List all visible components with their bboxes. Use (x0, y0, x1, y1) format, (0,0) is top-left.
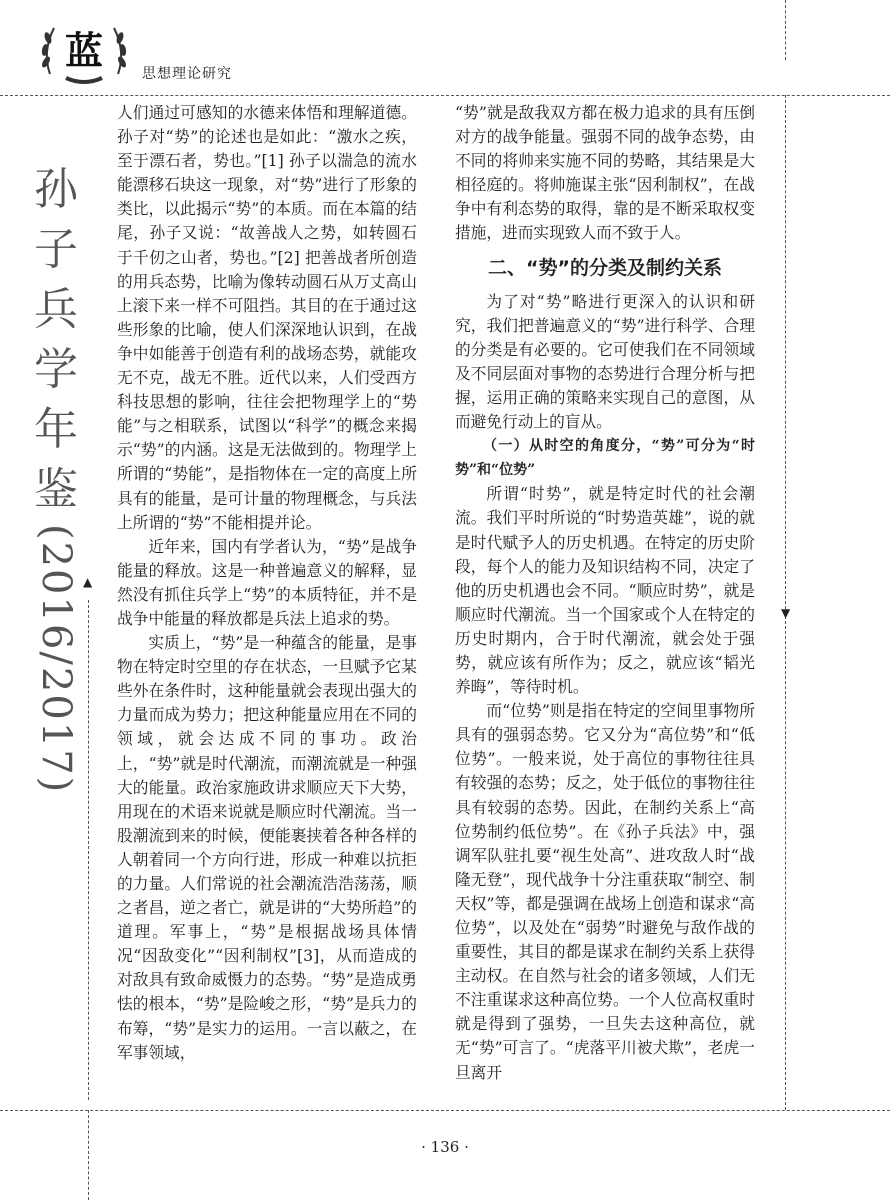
paragraph: 所谓“时势”，就是特定时代的社会潮流。我们平时所说的“时势造英雄”，说的就是时代赋予人的历史机遇。在特定的历史阶段，每个人的能力及知识结构不同，决定了他的历史机遇也会不同。“顺应时势”，就是顺应时代潮流。当一个国家或个人在特定的历史时期内，合于时代潮流，就会处于强势，就应该有所作为；反之，就应该“韬光养晦”，等待时机。 (455, 484, 755, 697)
side-title-char: 鉴 (34, 464, 78, 515)
side-title-char: 子 (34, 224, 78, 275)
header-divider (0, 95, 890, 96)
side-title-char: 年 (34, 404, 78, 455)
side-title-char: 孙 (34, 164, 78, 215)
up-arrow-icon: ▲ (83, 575, 93, 589)
section-heading: 二、“势”的分类及制约关系 (488, 256, 722, 279)
section-label: 思想理论研究 (142, 66, 232, 82)
footer-divider (0, 1110, 890, 1111)
side-title-chars (22, 160, 90, 520)
logo-glyph: 蓝 (64, 29, 104, 73)
right-margin-guide (785, 95, 786, 1110)
side-title-char: 学 (34, 344, 78, 395)
right-margin-guide-top (785, 0, 786, 60)
paragraph: 为了对“势”略进行更深入的认识和研究，我们把普遍意义的“势”进行科学、合理的分类是有必要的。它可使我们在不同领域及不同层面对事物的态势进行合理分析与把握，运用正确的策略来实现自己的意图，从而避免行动上的盲从。 (455, 291, 755, 432)
side-title (22, 160, 93, 795)
subsection-heading: （一）从时空的角度分，“势”可分为“时势”和“位势” (455, 438, 755, 479)
page-number: · 136 · (421, 1138, 469, 1156)
paragraph: 近年来，国内有学者认为，“势”是战争能量的释放。这是一种普遍意义的解释，显然没有抓住兵学上“势”的本质特征，并不是战争中能量的释放都是兵法上追求的势。 (117, 536, 417, 628)
down-arrow-icon: ▼ (781, 606, 791, 620)
paragraph: 人们通过可感知的水德来体悟和理解道德。孙子对“势”的论述也是如此：“激水之疾，至于漂石者，势也。”[1] 孙子以湍急的流水能漂移石块这一现象，对“势”进行了形象的类比，以此揭示“势”的本质。而在本篇的结尾，孙子又说：“故善战人之势，如转圆石于千仞之山者，势也。”[2] 把善战者所创造的用兵态势，比喻为像转动圆石从万丈高山上滚下来一样不可阻挡。其目的在于通过这些形象的比喻，使人们深深地认识到，在战争中如能善于创造有利的战场态势，就能攻无不克，战无不胜。近代以来，人们受西方科技思想的影响，往往会把物理学上的“势能”与之相联系，试图以“科学”的概念来揭示“势”的内涵。这是无法做到的。物理学上所谓的“势能”，是指物体在一定的高度上所具有的能量，是可计量的物理概念，与兵法上所谓的“势”不能相提并论。 (117, 103, 417, 532)
side-title-char: 兵 (34, 284, 78, 335)
paragraph: “势”就是敌我双方都在极力追求的具有压倒对方的战争能量。强弱不同的战争态势，由不同的将帅来实施不同的势略，其结果是大相径庭的。将帅施谋主张“因利制权”，在战争中有利态势的取得，靠的是不断采取权变措施，进而实现致人而不致于人。 (455, 103, 755, 243)
side-title-year: (2016/2017) (33, 524, 79, 795)
paragraph: 而“位势”则是指在特定的空间里事物所具有的强弱态势。它又分为“高位势”和“低位势”。一般来说，处于高位的事物往往具有较强的态势；反之，处于低位的事物往往具有较弱的态势。因此，在制约关系上“高位势制约低位势”。在《孙子兵法》中，强调军队驻扎要“视生处高”、进攻敌人时“战隆无登”，现代战争十分注重获取“制空、制天权”等，都是强调在战场上创造和谋求“高位势”，以及处在“弱势”时避免与敌作战的重要性，其目的都是谋求在制约关系上获得主动权。在自然与社会的诸多领域，人们无不注重谋求这种高位势。一个人位高权重时就是得到了强势，一旦失去这种高位，就无“势”可言了。“虎落平川被犬欺”，老虎一旦离开 (455, 701, 755, 1082)
right-column (455, 101, 755, 1085)
paragraph: 实质上，“势”是一种蕴含的能量，是事物在特定时空里的存在状态，一旦赋予它某些外在条件时，这种能量就会表现出强大的力量而成为势力；把这种能量应用在不同的领域，就会达成不同的事功。政治上，“势”就是时代潮流，而潮流就是一种强大的能量。政治家施政讲求顺应天下大势，用现在的术语来说就是顺应时代潮流。当一股潮流到来的时候，便能裹挟着各种各样的人朝着同一个方向行进，形成一种难以抗拒的力量。人们常说的社会潮流浩浩荡荡，顺之者昌，逆之者亡，就是讲的“大势所趋”的道理。军事上，“势”是根据战场具体情况“因敌变化”“因利制权”[3]，从而造成的对敌具有致命威慑力的态势。“势”是造成勇怯的根本，“势”是险峻之形，“势”是兵力的布筹，“势”是实力的运用。一言以蔽之，在军事领域， (117, 633, 417, 1062)
left-column (117, 101, 417, 1065)
journal-logo-icon (36, 12, 132, 92)
